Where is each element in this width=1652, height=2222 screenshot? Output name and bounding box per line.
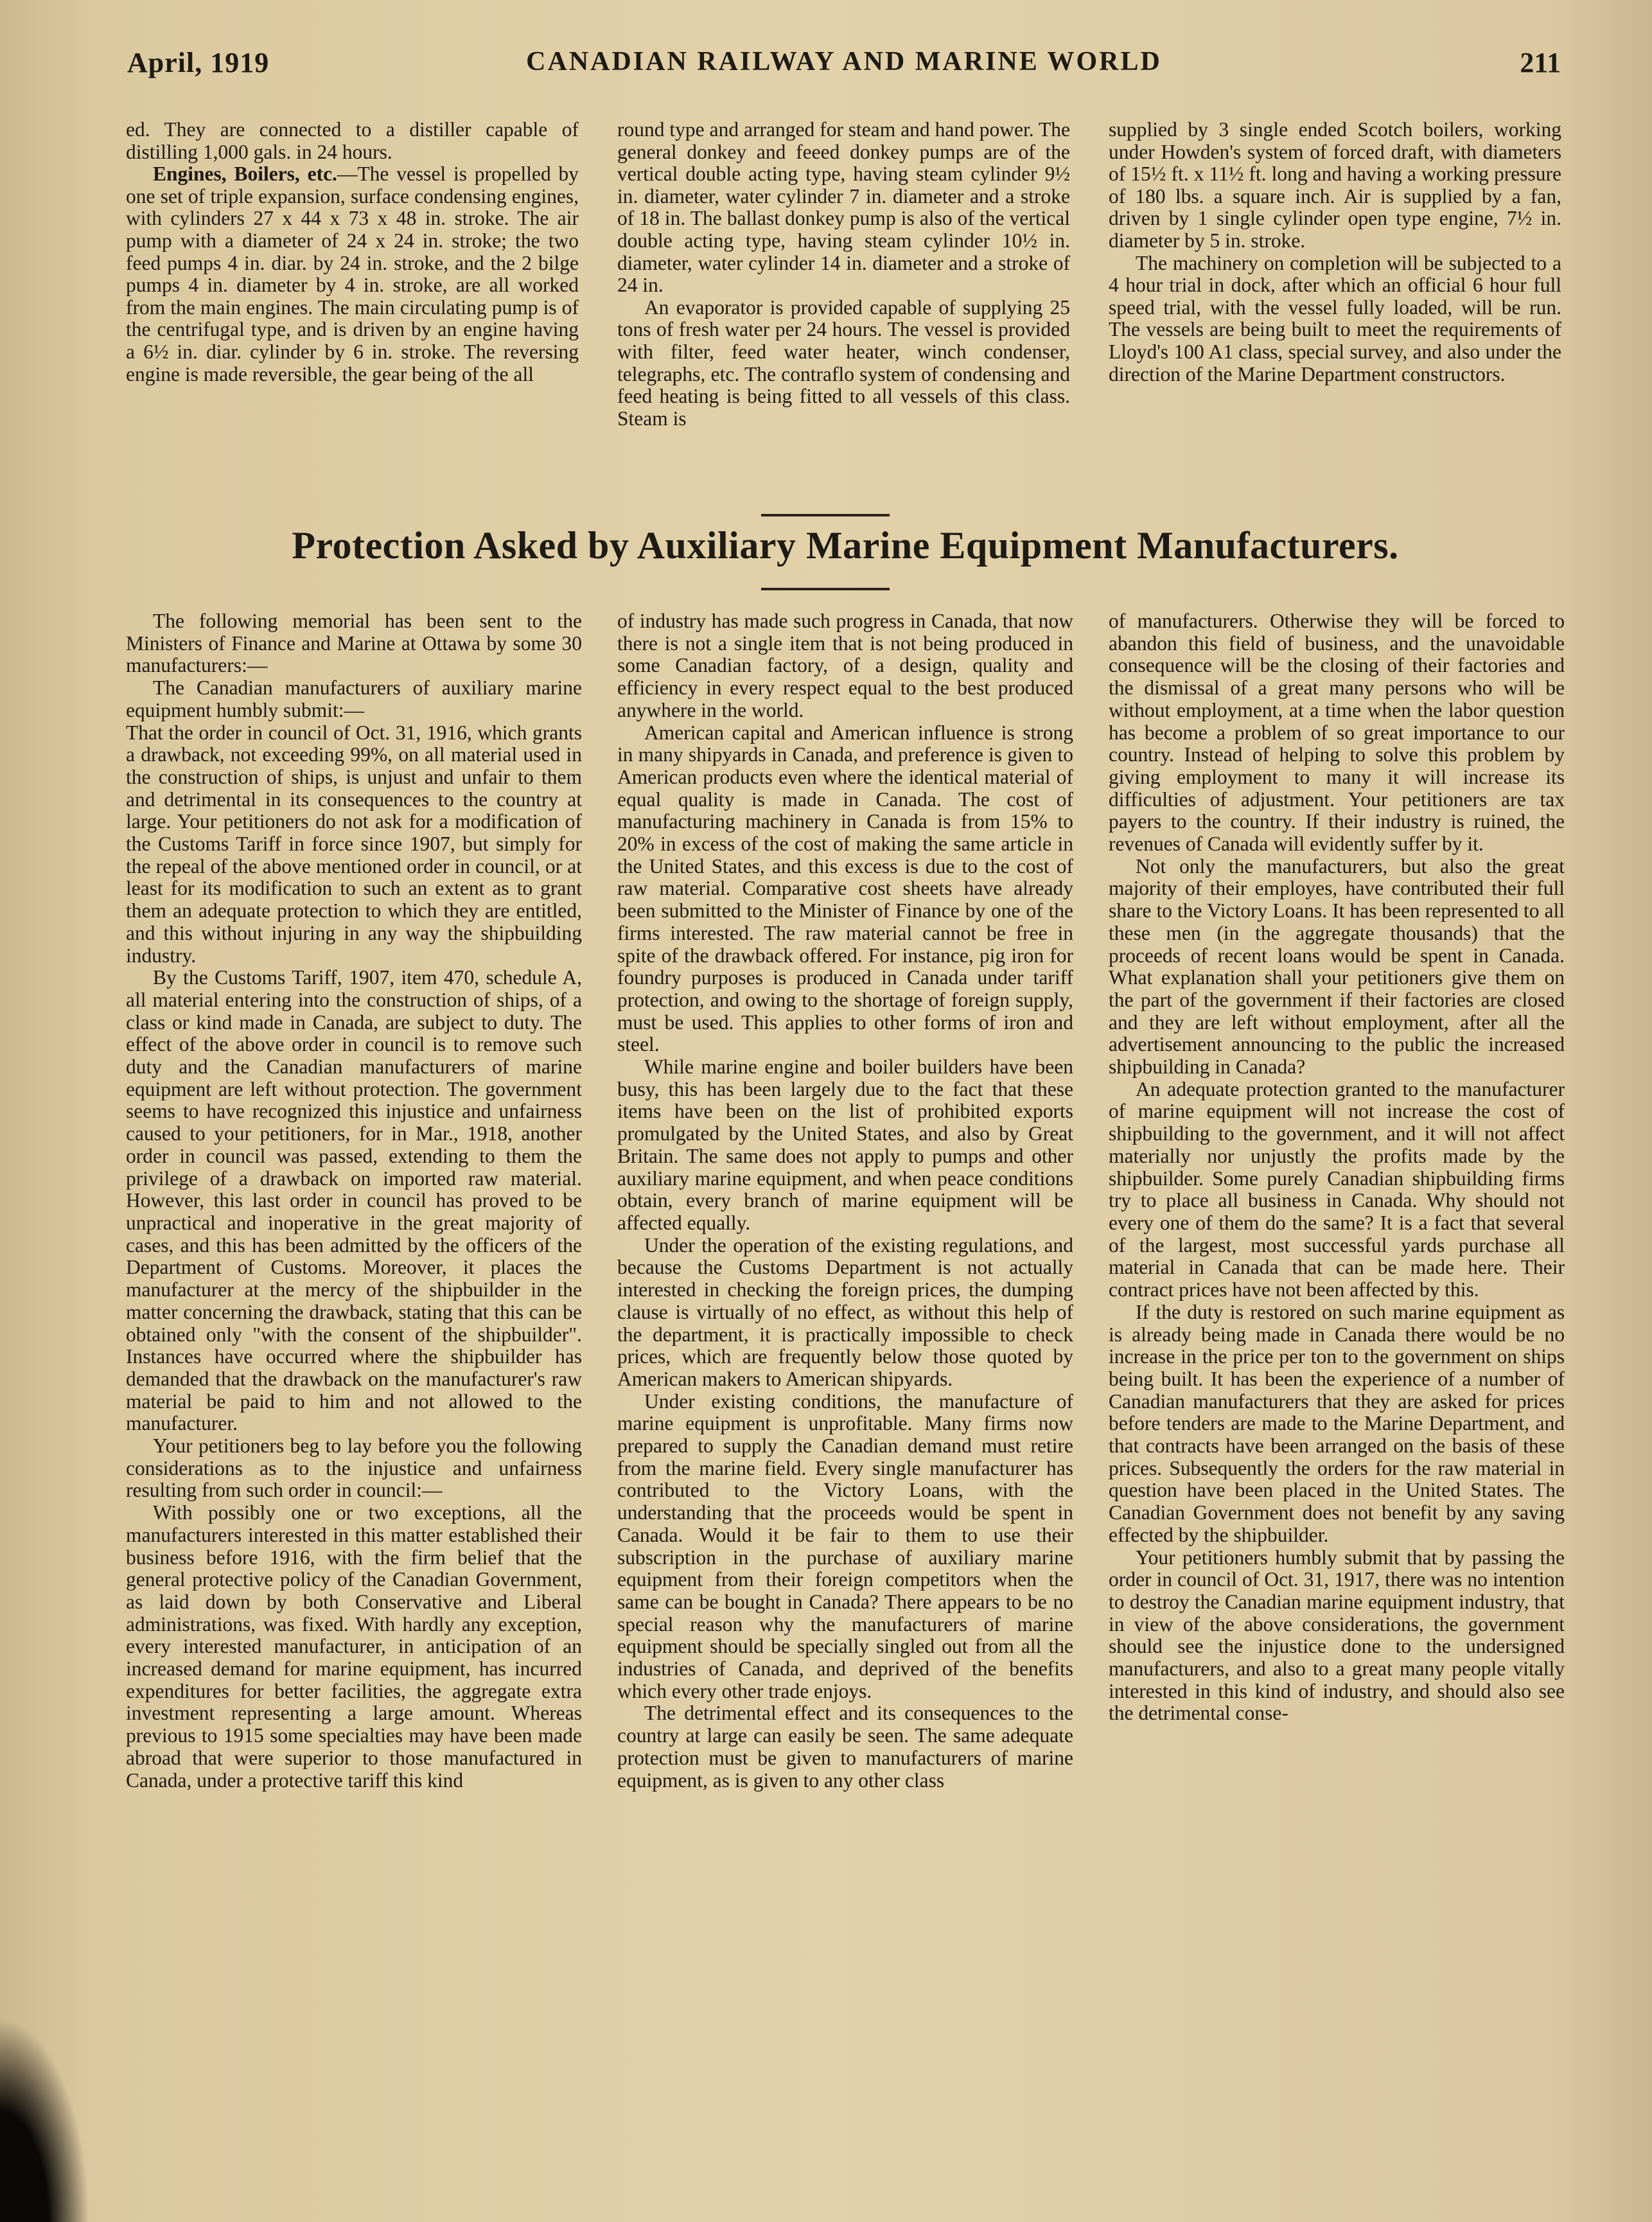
- paragraph: American capital and American influence is strong in many shipyards in Canada, and preference is given to American products even where the identical material of equal quality is made in Canada. The cost of manufacturing machinery in Canada is from 15% to 20% in excess of the cost of making the same article in the United States, and this excess is due to the cost of raw material. Comparative cost sheets have already been submitted to the Minister of Finance by one of the firms interested. The raw material cannot be free in spite of the drawback offered. For instance, pig iron for foundry purposes is produced in Canada under tariff protection, and owing to the shortage of foreign supply, must be used. This applies to other forms of iron and steel.: [617, 721, 1073, 1056]
- paragraph: Not only the manufacturers, but also the great majority of their employes, have contributed their full share to the Victory Loans. It has been represented to all these men (in the aggregate thousands) that the proceeds of recent loans would be spent in Canada. What explanation shall your petitioners give them on the part of the government if their factories are closed and they are left without employment, after all the advertisement announcing to the public the increased shipbuilding in Canada?: [1109, 854, 1565, 1079]
- issue-date: April, 1919: [127, 47, 270, 78]
- main-article-column-1: [126, 610, 582, 2146]
- continued-article: [126, 119, 1565, 504]
- continued-article-column-3: [1109, 119, 1561, 504]
- paragraph: Under the operation of the existing regulations, and because the Customs Department is not actually interested in checking the foreign prices, the dumping clause is virtually of no effect, as without this help of the department, it is practically impossible to check prices, which are frequently below those quoted by American makers to American shipyards.: [617, 1233, 1073, 1390]
- paragraph: of manufacturers. Otherwise they will be forced to abandon this field of business, and the unavoidable consequence will be the closing of their factories and the dismissal of a great many persons who will be without employment, at a time when the labor question has become a problem of so great importance to our country. Instead of helping to solve this problem by giving employment to many it will increase its difficulties of adjustment. Your petitioners are tax payers to the country. If their industry is ruined, the revenues of Canada will evidently suffer by it.: [1109, 610, 1565, 856]
- paragraph: By the Customs Tariff, 1907, item 470, schedule A, all material entering into the construction of ships, of a class or kind made in Canada, are subject to duty. The effect of the above order in council is to remove such duty and the Canadian manufacturers of marine equipment are left without protection. The government seems to have recognized this injustice and unfairness caused to your petitioners, for in Mar., 1918, another order in council was passed, extending to them the privilege of a drawback on imported raw material. However, this last order in council has proved to be unpractical and inoperative in the great majority of cases, and this has been admitted by the officers of the Department of Customs. Moreover, it places the manufacturer at the mercy of the shipbuilder in the matter concerning the drawback, stating that this can be obtained only "with the consent of the shipbuilder". Instances have occurred where the shipbuilder has demanded that the drawback on the manufacturer's raw material be paid to him and not allowed to the manufacturer.: [126, 966, 582, 1435]
- paragraph: round type and arranged for steam and hand power. The general donkey and feeed donkey pumps are of the vertical double acting type, having steam cylinder 9½ in. diameter, water cylinder 7 in. diameter and a stroke of 18 in. The ballast donkey pump is also of the vertical double acting type, having steam cylinder 10½ in. diameter, water cylinder 14 in. diameter and a stroke of 24 in.: [617, 118, 1070, 297]
- paragraph: With possibly one or two exceptions, all the manufacturers interested in this matter established their business before 1916, with the firm belief that the general protective policy of the Canadian Government, as laid down by both Conservative and Liberal administrations, was fixed. With hardly any exception, every interested manufacturer, in anticipation of an increased demand for marine equipment, has incurred expenditures for better facilities, the aggregate extra investment representing a large amount. Whereas previous to 1915 some specialties may have been made abroad that were superior to those manufactured in Canada, under a protective tariff this kind: [126, 1501, 582, 1792]
- paragraph-text: —The vessel is propelled by one set of triple expansion, surface condensing engines, with cylinders 27 x 44 x 73 x 48 in. stroke. The air pump with a diameter of 24 x 24 in. stroke; the two feed pumps 4 in. diar. by 24 in. stroke, and the 2 bilge pumps 4 in. diameter by 4 in. stroke, are all worked from the main engines. The main circulating pump is of the centrifugal type, and is driven by an engine having a 6½ in. diar. cylinder by 6 in. stroke. The reversing engine is made reversible, the gear being of the all: [126, 163, 579, 385]
- paragraph: ed. They are connected to a distiller capable of distilling 1,000 gals. in 24 hours.: [126, 118, 579, 163]
- paragraph: Your petitioners beg to lay before you the following considerations as to the injustice and unfairness resulting from such order in council:—: [126, 1434, 582, 1502]
- continued-article-column-2: [617, 119, 1070, 504]
- paragraph: The following memorial has been sent to the Ministers of Finance and Marine at Ottawa by some 30 manufacturers:—: [126, 610, 582, 677]
- main-article-column-3: [1109, 610, 1565, 2146]
- paragraph: The machinery on completion will be subjected to a 4 hour trial in dock, after which an official 6 hour full speed trial, with the vessel fully loaded, will be run. The vessels are being built to meet the requirements of Lloyd's 100 A1 class, special survey, and also under the direction of the Marine Department constructors.: [1109, 251, 1561, 385]
- paragraph: While marine engine and boiler builders have been busy, this has been largely due to the fact that these items have been on the list of prohibited exports promulgated by the United States, and also by Great Britain. The same does not apply to pumps and other auxiliary marine equipment, and when peace conditions obtain, every branch of marine equipment will be affected equally.: [617, 1055, 1073, 1234]
- divider-rule: [761, 514, 890, 516]
- main-article-column-2: [617, 610, 1073, 2146]
- main-article: [126, 610, 1565, 2146]
- paragraph: supplied by 3 single ended Scotch boilers, working under Howden's system of forced draft, with diameters of 15½ ft. x 11½ ft. long and having a working pressure of 180 lbs. a square inch. Air is supplied by a fan, driven by 1 single cylinder open type engine, 7½ in. diameter by 5 in. stroke.: [1109, 118, 1561, 252]
- divider-rule: [761, 588, 890, 590]
- paragraph: An adequate protection granted to the manufacturer of marine equipment will not increase the cost of shipbuilding to the government, and it will not affect materially nor unjustly the profits made by the shipbuilder. Some purely Canadian shipbuilding firms try to place all business in Canada. Why should not every one of them do the same? It is a fact that several of the largest, most successful yards purchase all material in Canada that can be made here. Their contract prices have not been affected by this.: [1109, 1077, 1565, 1301]
- paragraph: The Canadian manufacturers of auxiliary marine equipment humbly submit:—: [126, 676, 582, 721]
- paragraph: Your petitioners humbly submit that by passing the order in council of Oct. 31, 1917, there was no intention to destroy the Canadian marine equipment industry, that in view of the above considerations, the government should see the injustice done to the undersigned manufacturers, and also to a great many people vitally interested in this kind of industry, and should also see the detrimental conse-: [1109, 1546, 1565, 1725]
- paragraph: The detrimental effect and its consequences to the country at large can easily be seen. The same adequate protection must be given to manufacturers of marine equipment, as is given to any other class: [617, 1702, 1073, 1792]
- page-edge-shadow: [0, 2016, 90, 2222]
- article-headline: Protection Asked by Auxiliary Marine Equipment Manufacturers.: [292, 524, 1399, 567]
- paragraph: An evaporator is provided capable of supplying 25 tons of fresh water per 24 hours. The vessel is provided with filter, feed water heater, winch condenser, telegraphs, etc. The contraflo system of condensing and feed heating is being fitted to all vessels of this class. Steam is: [617, 295, 1070, 430]
- section-subhead: Engines, Boilers, etc.: [153, 163, 337, 186]
- paragraph: That the order in council of Oct. 31, 1916, which grants a drawback, not exceeding 99%, on all material used in the construction of ships, is unjust and unfair to them and detrimental in its consequences to the country at large. Your petitioners do not ask for a modification of the Customs Tariff in force since 1907, but simply for the repeal of the above mentioned order in council, or at least for its modification to such an extent as to grant them an adequate protection to which they are entitled, and this without injuring in any way the shipbuilding industry.: [126, 721, 582, 967]
- page-number: 211: [1520, 47, 1561, 78]
- continued-article-column-1: [126, 119, 579, 504]
- paragraph: of industry has made such progress in Canada, that now there is not a single item that is not being produced in some Canadian factory, of a design, quality and efficiency in every respect equal to the best produced anywhere in the world.: [617, 610, 1073, 721]
- paragraph: [126, 163, 579, 385]
- paragraph: If the duty is restored on such marine equipment as is already being made in Canada there would be no increase in the price per ton to the government on ships being built. It has been the experience of a number of Canadian manufacturers that they are asked for prices before tenders are made to the Marine Department, and that contracts have been arranged on the basis of these prices. Subsequently the orders for the raw material in question have been placed in the United States. The Canadian Government does not benefit by any saving effected by the shipbuilder.: [1109, 1300, 1565, 1546]
- page-header: [127, 46, 1561, 98]
- paragraph: Under existing conditions, the manufacture of marine equipment is unprofitable. Many firms now prepared to supply the Canadian demand must retire from the marine field. Every single manufacturer has contributed to the Victory Loans, with the understanding that the proceeds would be spent in Canada. Would it be fair to them to use their subscription in the purchase of auxiliary marine equipment from their foreign competitors when the same can be bought in Canada? There appears to be no special reason why the manufacturers of marine equipment should be specially singled out from all the industries of Canada, and deprived of the benefits which every other trade enjoys.: [617, 1389, 1073, 1702]
- publication-title: CANADIAN RAILWAY AND MARINE WORLD: [526, 47, 1162, 76]
